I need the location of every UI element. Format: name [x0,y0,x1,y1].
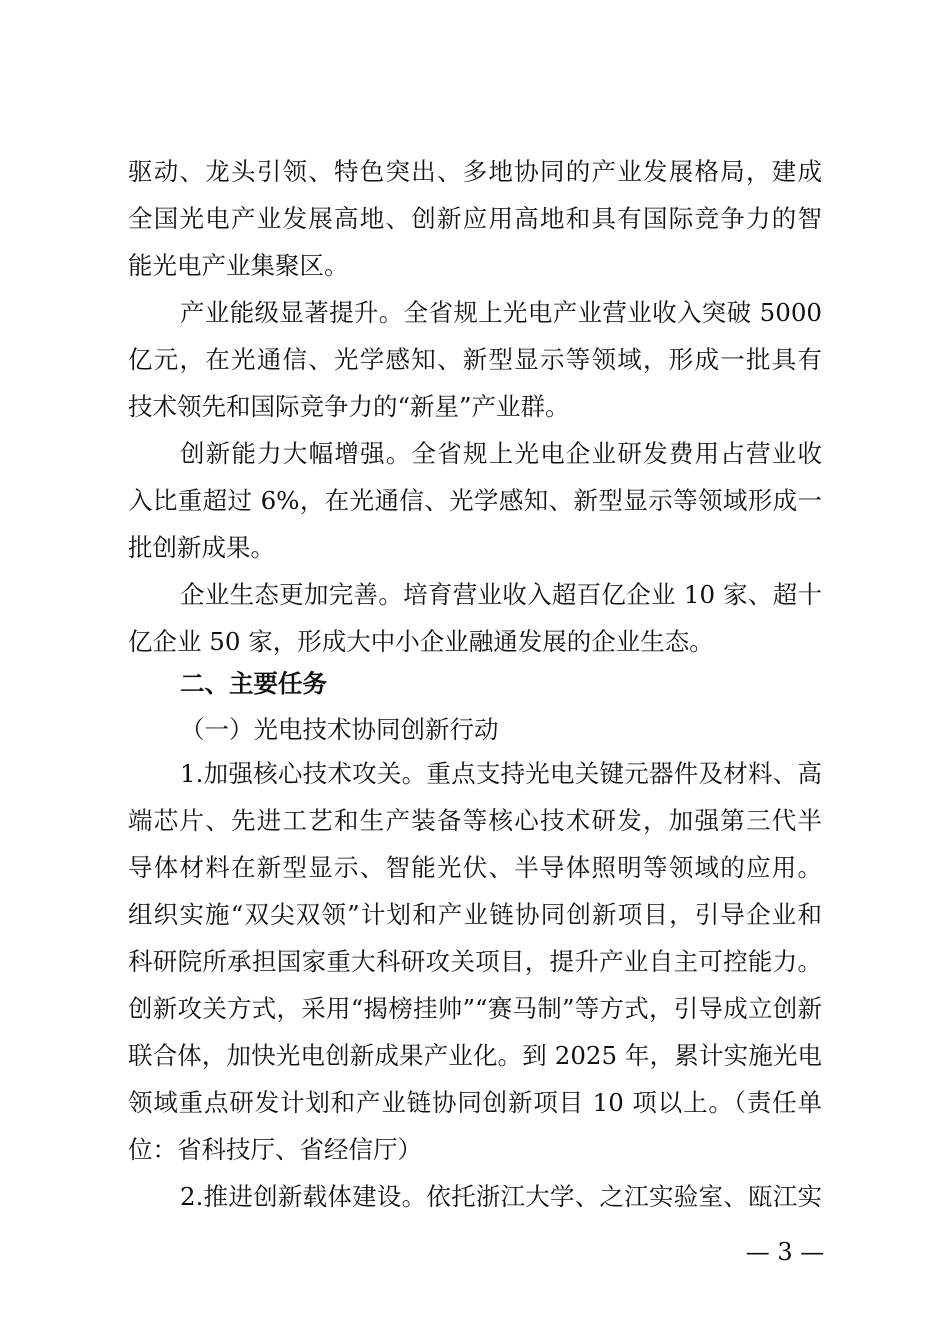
paragraph-line: 驱动、龙头引领、特色突出、多地协同的产业发展格局，建成 [128,157,822,186]
paragraph-line: 企业生态更加完善。培育营业收入超百亿企业 10 家、超十 [180,580,822,609]
paragraph-line: 科研院所承担国家重大科研攻关项目，提升产业自主可控能力。 [128,947,822,976]
page-number: — 3 — [745,1238,825,1266]
paragraph-line: 亿企业 50 家，形成大中小企业融通发展的企业生态。 [128,627,714,656]
paragraph-line: 入比重超过 6%，在光通信、光学感知、新型显示等领域形成一 [128,486,822,515]
paragraph-line: 创新能力大幅增强。全省规上光电企业研发费用占营业收 [180,439,822,468]
paragraph-line: 组织实施“双尖双领”计划和产业链协同创新项目，引导企业和 [128,900,822,929]
paragraph-line: 技术领先和国际竞争力的“新星”产业群。 [128,392,570,421]
section-heading: 二、主要任务 [180,669,327,698]
paragraph-line: 批创新成果。 [128,533,275,562]
paragraph-line: 全国光电产业发展高地、创新应用高地和具有国际竞争力的智 [128,204,822,233]
paragraph-line: 端芯片、先进工艺和生产装备等核心技术研发，加强第三代半 [128,806,822,835]
paragraph-line: 亿元，在光通信、光学感知、新型显示等领域，形成一批具有 [128,345,822,374]
paragraph-line: 能光电产业集聚区。 [128,251,349,280]
paragraph-line: 领域重点研发计划和产业链协同创新项目 10 项以上。（责任单 [128,1088,822,1117]
paragraph-line: 1.加强核心技术攻关。重点支持光电关键元器件及材料、高 [180,759,822,788]
paragraph-line: 产业能级显著提升。全省规上光电产业营业收入突破 5000 [180,298,822,327]
subsection-heading: （一）光电技术协同创新行动 [180,715,499,744]
paragraph-line: 位：省科技厅、省经信厅） [128,1135,422,1164]
paragraph-line: 导体材料在新型显示、智能光伏、半导体照明等领域的应用。 [128,853,822,882]
paragraph-line: 创新攻关方式，采用“揭榜挂帅”“赛马制”等方式，引导成立创新 [128,994,822,1023]
paragraph-line: 2.推进创新载体建设。依托浙江大学、之江实验室、瓯江实 [180,1182,822,1211]
paragraph-line: 联合体，加快光电创新成果产业化。到 2025 年，累计实施光电 [128,1041,822,1070]
